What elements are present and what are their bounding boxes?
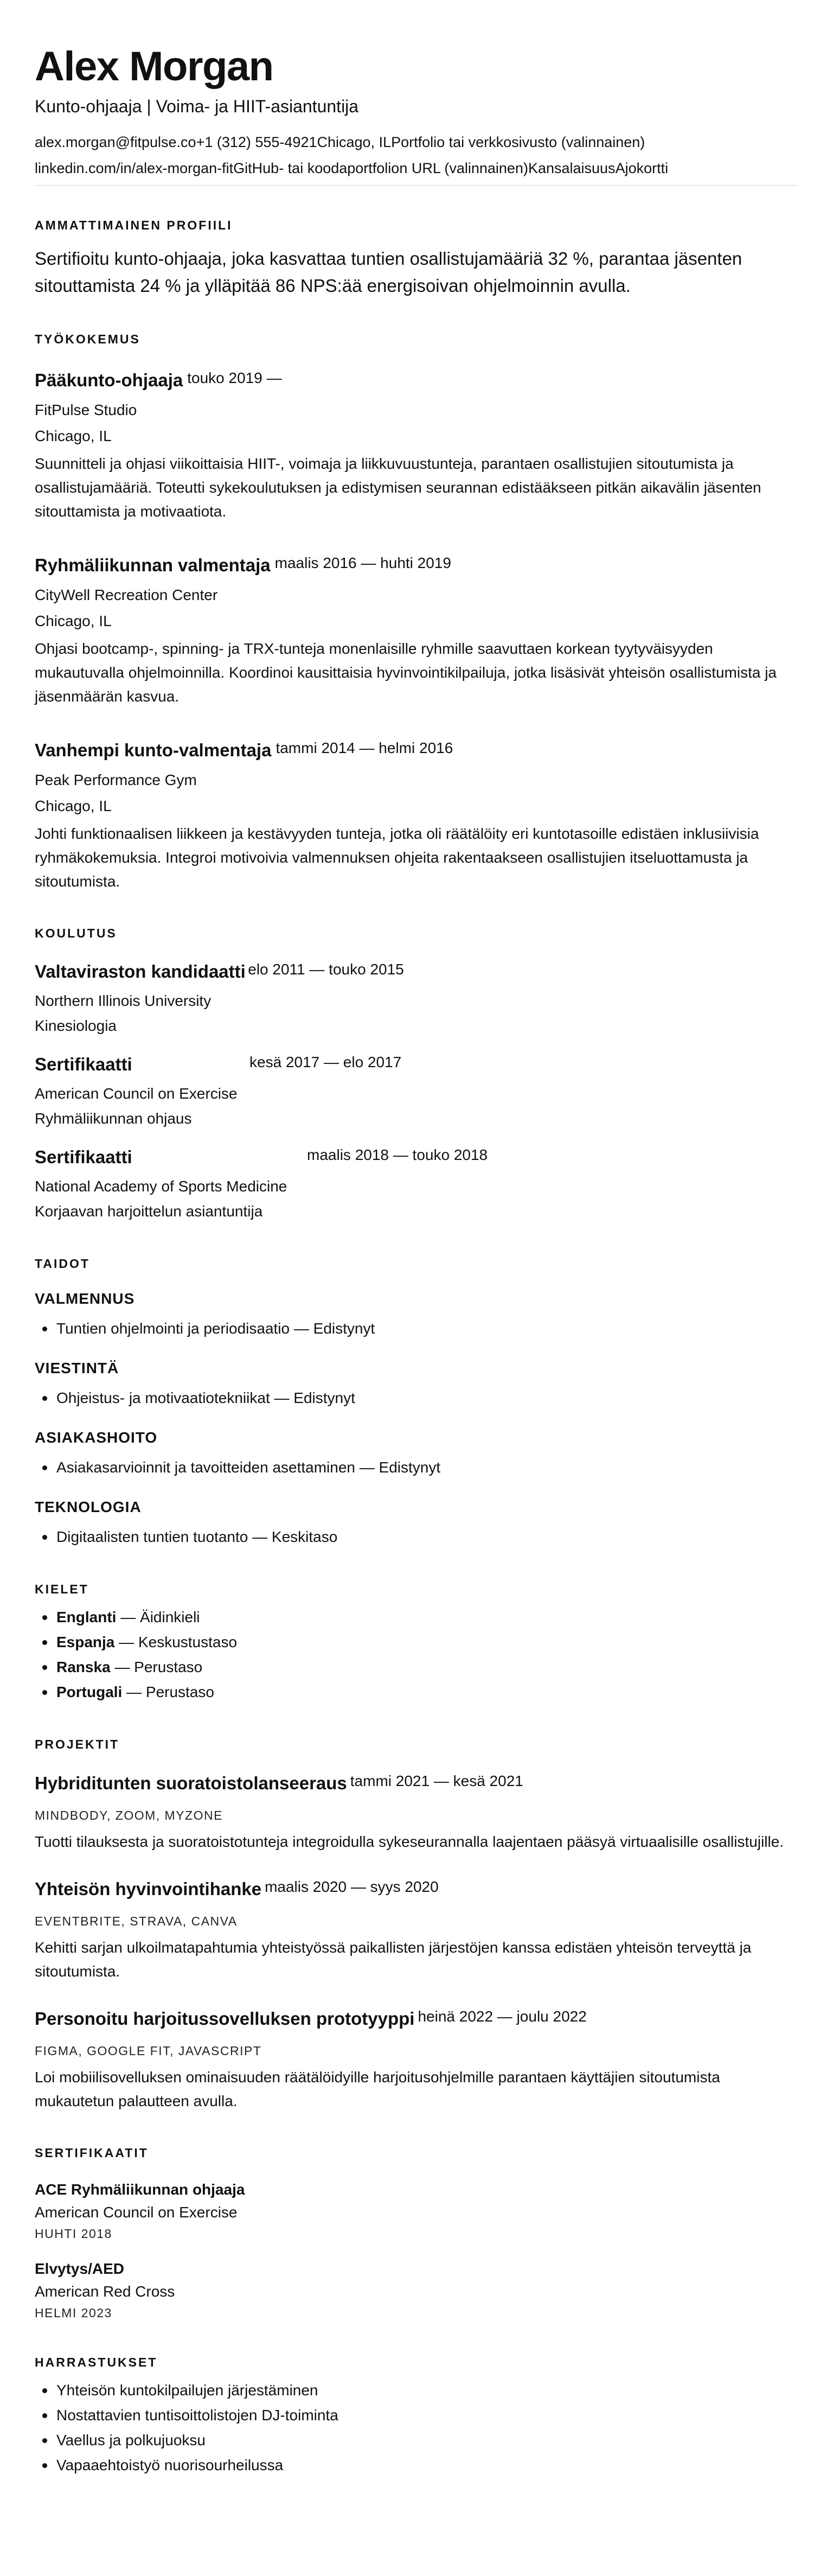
skill-group-title: VIESTINTÄ — [35, 1360, 119, 1376]
language-item — [35, 1680, 798, 1705]
field-of-study: Ryhmäliikunnan ohjaus — [35, 1110, 192, 1127]
project-description: Tuotti tilauksesta ja suoratoistotunteja integroidulla sykeseurannalla laajentaen pääsyä virtuaalisille osallistujille. — [35, 1833, 784, 1850]
certifications-section — [35, 2144, 798, 2323]
education-dates: kesä 2017 — elo 2017 — [249, 1054, 402, 1070]
linkedin-link[interactable]: linkedin.com/in/alex-morgan-fit — [35, 160, 234, 176]
job-company: Peak Performance Gym — [35, 771, 197, 788]
certification-entry — [35, 2258, 798, 2323]
skill-item: Digitaalisten tuntien tuotanto — Keskitaso — [35, 1525, 798, 1550]
language-level: — Keskustustaso — [114, 1634, 238, 1650]
language-level: — Perustaso — [122, 1684, 214, 1700]
skill-group — [35, 1288, 798, 1341]
certification-date: HELMI 2023 — [35, 2306, 112, 2320]
job-description: Johti funktionaalisen liikkeen ja kestävyyden tunteja, jotka oli räätälöity eri kuntotasoille edistäen inklusiivisia ryhmäkokemuksia. Integroi motivoivia valmennuksen ohjeita rakentaakseen osallistujien itseluottamusta ja sitoutumista. — [35, 825, 759, 890]
job-dates: maalis 2016 — huhti 2019 — [274, 554, 451, 571]
skill-item: Asiakasarvioinnit ja tavoitteiden asettaminen — Edistynyt — [35, 1455, 798, 1480]
project-tech: FIGMA, GOOGLE FIT, JAVASCRIPT — [35, 2044, 262, 2058]
certification-issuer: American Red Cross — [35, 2283, 175, 2300]
language-name: Portugali — [56, 1684, 123, 1700]
certification-issuer: American Council on Exercise — [35, 2204, 238, 2221]
job-entry — [35, 552, 798, 709]
contact-row-1 — [35, 129, 798, 155]
interest-item: Nostattavien tuntisoittolistojen DJ-toiminta — [35, 2403, 798, 2428]
job-title: Vanhempi kunto-valmentaja — [35, 740, 272, 760]
email[interactable]: alex.morgan@fitpulse.co — [35, 134, 196, 150]
skill-item: Ohjeistus- ja motivaatiotekniikat — Edistynyt — [35, 1386, 798, 1411]
project-entry — [35, 2005, 798, 2113]
section-title: TAIDOT — [35, 1257, 90, 1271]
education-dates: elo 2011 — touko 2015 — [248, 961, 404, 978]
drivers-license: Ajokortti — [615, 160, 669, 176]
github-link[interactable]: GitHub- tai koodaportfolion URL (valinnainen) — [233, 160, 528, 176]
skill-group — [35, 1496, 798, 1550]
interest-item: Yhteisön kuntokilpailujen järjestäminen — [35, 2378, 798, 2403]
portfolio-link[interactable]: Portfolio tai verkkosivusto (valinnainen) — [391, 134, 645, 150]
skill-item: Tuntien ohjelmointi ja periodisaatio — Edistynyt — [35, 1316, 798, 1341]
section-title: HARRASTUKSET — [35, 2355, 158, 2369]
skill-group-title: VALMENNUS — [35, 1290, 135, 1307]
project-tech: EVENTBRITE, STRAVA, CANVA — [35, 1914, 238, 1928]
project-dates: tammi 2021 — kesä 2021 — [350, 1772, 523, 1789]
section-title: AMMATTIMAINEN PROFIILI — [35, 218, 233, 232]
institution: National Academy of Sports Medicine — [35, 1178, 287, 1195]
certification-entry — [35, 2178, 798, 2243]
profile-section — [35, 216, 798, 299]
skill-group — [35, 1427, 798, 1480]
degree-title: Sertifikaatti — [35, 1054, 132, 1074]
education-entry — [35, 959, 798, 1038]
job-company: CityWell Recreation Center — [35, 586, 218, 603]
location: Chicago, IL — [317, 134, 392, 150]
projects-section — [35, 1735, 798, 2113]
project-dates: heinä 2022 — joulu 2022 — [418, 2008, 587, 2025]
language-name: Ranska — [56, 1659, 111, 1675]
language-item — [35, 1655, 798, 1680]
language-name: Englanti — [56, 1609, 117, 1625]
job-location: Chicago, IL — [35, 798, 112, 814]
education-entry — [35, 1144, 798, 1224]
contact-row-2 — [35, 155, 798, 181]
interest-item: Vapaaehtoistyö nuorisourheilussa — [35, 2453, 798, 2478]
job-dates: touko 2019 — — [187, 369, 282, 386]
project-dates: maalis 2020 — syys 2020 — [265, 1878, 439, 1895]
project-title: Yhteisön hyvinvointihanke — [35, 1879, 262, 1899]
phone[interactable]: +1 (312) 555-4921 — [196, 134, 317, 150]
skill-group — [35, 1357, 798, 1411]
education-dates: maalis 2018 — touko 2018 — [307, 1146, 488, 1163]
language-name: Espanja — [56, 1634, 115, 1650]
resume-header — [35, 42, 798, 186]
project-title: Hybriditunten suoratoistolanseeraus — [35, 1773, 347, 1793]
section-title: SERTIFIKAATIT — [35, 2146, 149, 2160]
job-title: Ryhmäliikunnan valmentaja — [35, 555, 271, 575]
candidate-name: Alex Morgan — [35, 43, 273, 90]
interest-item: Vaellus ja polkujuoksu — [35, 2428, 798, 2453]
skill-group-title: TEKNOLOGIA — [35, 1499, 142, 1515]
job-location: Chicago, IL — [35, 613, 112, 629]
project-description: Loi mobiilisovelluksen ominaisuuden räätälöidyille harjoitusohjelmille parantaen käyttäjien sitoutumista mukautetun palautteen avulla. — [35, 2069, 720, 2109]
language-item — [35, 1605, 798, 1630]
candidate-headline: Kunto-ohjaaja | Voima- ja HIIT-asiantuntija — [35, 97, 359, 116]
language-item — [35, 1630, 798, 1655]
project-entry — [35, 1770, 798, 1854]
language-list — [35, 1605, 798, 1705]
degree-title: Valtaviraston kandidaatti — [35, 961, 246, 981]
job-dates: tammi 2014 — helmi 2016 — [275, 739, 453, 756]
contact-info — [35, 129, 798, 181]
interest-list — [35, 2378, 798, 2478]
project-description: Kehitti sarjan ulkoilmatapahtumia yhteistyössä paikallisten järjestöjen kanssa edistäen yhteisön terveyttä ja sitoutumista. — [35, 1939, 752, 1980]
field-of-study: Kinesiologia — [35, 1017, 117, 1034]
institution: American Council on Exercise — [35, 1085, 238, 1102]
institution: Northern Illinois University — [35, 992, 212, 1009]
section-title: KOULUTUS — [35, 926, 117, 940]
job-location: Chicago, IL — [35, 428, 112, 444]
job-entry — [35, 737, 798, 894]
job-title: Pääkunto-ohjaaja — [35, 370, 183, 390]
certification-date: HUHTI 2018 — [35, 2227, 112, 2241]
project-title: Personoitu harjoitussovelluksen prototyyppi — [35, 2008, 415, 2029]
experience-section — [35, 330, 798, 894]
field-of-study: Korjaavan harjoittelun asiantuntija — [35, 1203, 263, 1220]
citizenship: Kansalaisuus — [528, 160, 616, 176]
interests-section — [35, 2353, 798, 2478]
languages-section — [35, 1580, 798, 1705]
job-entry — [35, 367, 798, 524]
skill-group-title: ASIAKASHOITO — [35, 1429, 158, 1446]
job-description: Ohjasi bootcamp-, spinning- ja TRX-tunteja monenlaisille ryhmille saavuttaen korkean tyytyväisyyden mukautuvalla ohjelmoinnilla. Koordinoi kausittaisia hyvinvointikilpailuja, jotka lisäsivät yhteisön osallistumista ja jäsenmäärän kasvua. — [35, 640, 777, 705]
job-description: Suunnitteli ja ohjasi viikoittaisia HIIT-, voimaja ja liikkuvuustunteja, parantaen osallistujien sitoutumista ja osallistujamääriä. Toteutti sykekoulutuksen ja edistymisen seurannan edistääkseen pitkän aikavälin jäsenten sitouttamista ja motivaatiota. — [35, 455, 761, 520]
job-company: FitPulse Studio — [35, 401, 137, 418]
skills-section — [35, 1254, 798, 1550]
education-section — [35, 924, 798, 1224]
certification-title: ACE Ryhmäliikunnan ohjaaja — [35, 2181, 245, 2198]
certification-title: Elvytys/AED — [35, 2260, 124, 2277]
project-entry — [35, 1876, 798, 1984]
education-entry — [35, 1051, 798, 1131]
profile-summary: Sertifioitu kunto-ohjaaja, joka kasvattaa tuntien osallistujamääriä 32 %, parantaa jäsenten sitouttamista 24 % ja ylläpitää 86 NPS:ää energisoivan ohjelmoinnin avulla. — [35, 248, 742, 296]
language-level: — Äidinkieli — [116, 1609, 200, 1625]
degree-title: Sertifikaatti — [35, 1147, 132, 1167]
language-level: — Perustaso — [110, 1659, 203, 1675]
project-tech: MINDBODY, ZOOM, MYZONE — [35, 1808, 223, 1822]
section-title: KIELET — [35, 1582, 89, 1596]
section-title: PROJEKTIT — [35, 1737, 120, 1751]
header-divider — [35, 181, 798, 186]
section-title: TYÖKOKEMUS — [35, 332, 140, 346]
